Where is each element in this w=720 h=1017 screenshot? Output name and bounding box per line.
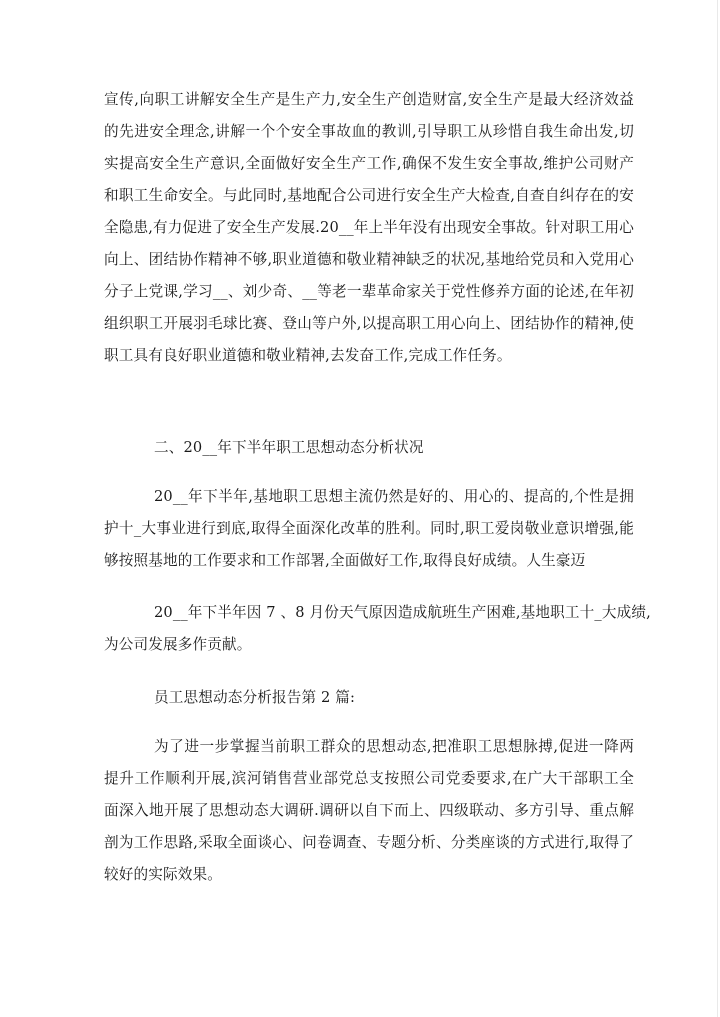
text-line: 为公司发展多作贡献。 — [104, 636, 252, 653]
text-line: 20__年下半年,基地职工思想主流仍然是好的、用心的、提高的,个性是拥 — [154, 488, 634, 505]
text-line: 全隐患,有力促进了安全生产发展.20__年上半年没有出现安全事故。针对职工用心 — [104, 219, 634, 236]
paragraph-second-half-analysis — [104, 481, 634, 577]
text-line: 职工具有良好职业道德和敬业精神,去发奋工作,完成工作任务。 — [104, 347, 512, 364]
page-edge-line — [717, 0, 718, 1017]
text-line: 实提高安全生产意识,全面做好安全生产工作,确保不发生安全事故,维护公司财产 — [104, 155, 634, 172]
report-title — [104, 682, 634, 714]
text-line: 剖为工作思路,采取全面谈心、问卷调查、专题分析、分类座谈的方式进行,取得了 — [104, 834, 634, 851]
text-line: 较好的实际效果。 — [104, 866, 222, 883]
text-line: 组织职工开展羽毛球比赛、登山等户外,以提高职工用心向上、团结协作的精神,使 — [104, 315, 634, 332]
text-line: 为了进一步掌握当前职工群众的思想动态,把准职工思想脉搏,促进一降两 — [154, 738, 634, 755]
text-line: 的先进安全理念,讲解一个个安全事故血的教训,引导职工从珍惜自我生命出发,切 — [104, 123, 634, 140]
paragraph-survey-intro — [104, 731, 634, 891]
heading-text: 二、20__年下半年职工思想动态分析状况 — [154, 439, 424, 456]
section-heading — [104, 432, 634, 464]
text-line: 向上、团结协作精神不够,职业道德和敬业精神缺乏的状况,基地给党员和入党用心 — [104, 251, 634, 268]
text-line: 分子上党课,学习__、刘少奇、__等老一辈革命家关于党性修养方面的论述,在年初 — [104, 283, 634, 300]
text-line: 够按照基地的工作要求和工作部署,全面做好工作,取得良好成绩。人生豪迈 — [104, 552, 586, 569]
paragraph-safety-education — [104, 84, 634, 372]
heading-text: 员工思想动态分析报告第 2 篇: — [154, 689, 356, 706]
text-line: 宣传,向职工讲解安全生产是生产力,安全生产创造财富,安全生产是最大经济效益 — [104, 91, 634, 108]
text-line: 和职工生命安全。与此同时,基地配合公司进行安全生产大检查,自查自纠存在的安 — [104, 187, 634, 204]
text-line: 护十_大事业进行到底,取得全面深化改革的胜利。同时,职工爱岗敬业意识增强,能 — [104, 520, 634, 537]
text-line: 面深入地开展了思想动态大调研.调研以自下而上、四级联动、多方引导、重点解 — [104, 802, 634, 819]
text-line: 提升工作顺利开展,滨河销售营业部党总支按照公司党委要求,在广大干部职工全 — [104, 770, 634, 787]
text-line: 20__年下半年因 7 、8 月份天气原因造成航班生产困难,基地职工十_大成绩, — [154, 604, 651, 621]
paragraph-weather-impact — [104, 597, 651, 661]
